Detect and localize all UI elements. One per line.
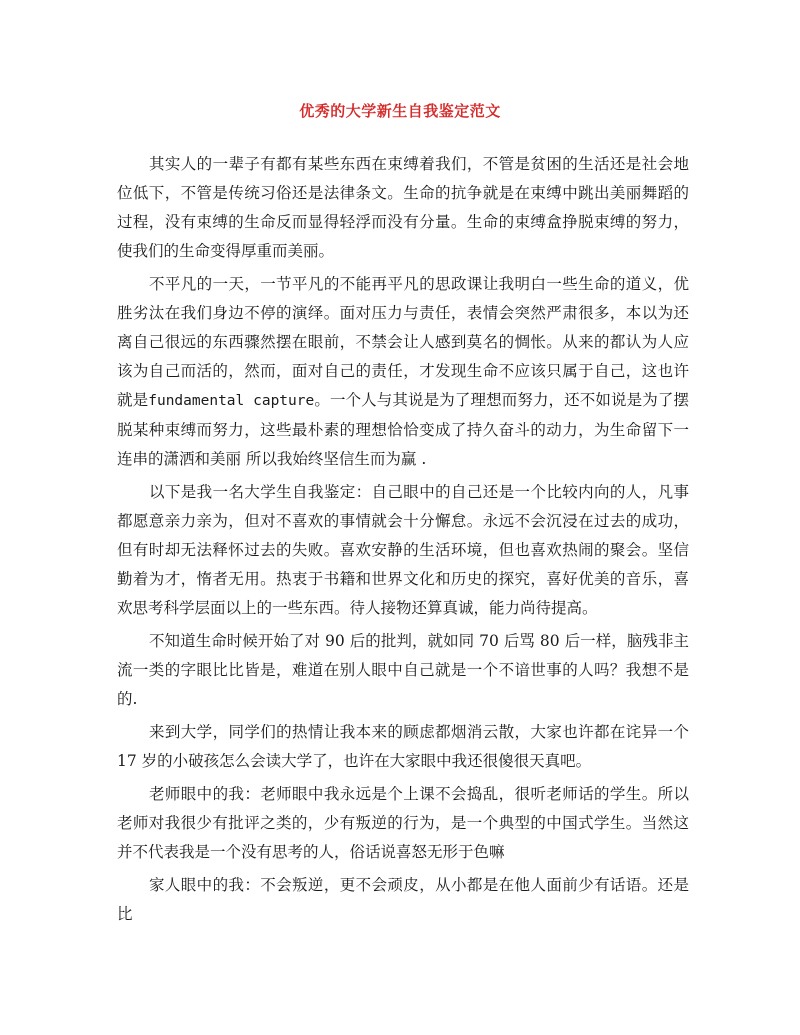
paragraph-1: 其实人的一辈子有都有某些东西在束缚着我们，不管是贫困的生活还是社会地位低下，不管是传统习俗还是法律条文。生命的抗争就是在束缚中跳出美丽舞蹈的过程，没有束缚的生命反而显得轻浮而没有分量。生命的束缚盒挣脱束缚的努力，使我们的生命变得厚重而美丽。 [117, 155, 689, 260]
paragraph-6: 老师眼中的我：老师眼中我永远是个上课不会捣乱，很听老师话的学生。所以老师对我很少有批评之类的，少有叛逆的行为，是一个典型的中国式学生。当然这并不代表我是一个没有思考的人，俗话说喜怒无形于色嘛 [117, 785, 689, 861]
english-phrase: fundamental capture [148, 393, 315, 409]
document-body [117, 150, 689, 929]
paragraph-2-part-1: 不平凡的一天，一节平凡的不能再平凡的思政课让我明白一些生命的道义，优胜劣汰在我们身边不停的演绎。面对压力与责任，表情会突然严肃很多，本以为还离自己很远的东西骤然摆在眼前，不禁会让人感到莫名的惆怅。从来的都认为人应该为自己而活的，然而，面对自己的责任，才发现生命不应该只属于自己，这也许就是 [117, 275, 689, 409]
paragraph-5: 来到大学，同学们的热情让我本来的顾虑都烟消云散，大家也许都在诧异一个 17 岁的小破孩怎么会读大学了，也许在大家眼中我还很傻很天真吧。 [117, 723, 689, 770]
paragraph-4: 不知道生命时候开始了对 90 后的批判，就如同 70 后骂 80 后一样，脑残非主流一类的字眼比比皆是，难道在别人眼中自己就是一个不谙世事的人吗？我想不是的. [117, 632, 689, 708]
paragraph-3: 以下是我一名大学生自我鉴定：自己眼中的自己还是一个比较内向的人，凡事都愿意亲力亲为，但对不喜欢的事情就会十分懈怠。永远不会沉浸在过去的成功，但有时却无法释怀过去的失败。喜欢安静的生活环境，但也喜欢热闹的聚会。坚信勤着为才，惰者无用。热衷于书籍和世界文化和历史的探究，喜好优美的音乐，喜欢思考科学层面以上的一些东西。待人接物还算真诚，能力尚待提高。 [117, 483, 689, 617]
paragraph-2-part-2: 。一个人与其说是为了理想而努力，还不如说是为了摆脱某种束缚而努力，这些最朴素的理想恰恰变成了持久奋斗的动力，为生命留下一连串的潇洒和美丽 所以我始终坚信生而为赢 . [117, 391, 689, 468]
paragraph-7: 家人眼中的我：不会叛逆，更不会顽皮，从小都是在他人面前少有话语。还是比 [117, 876, 689, 923]
paragraph-2 [117, 270, 689, 474]
document-title: 优秀的大学新生自我鉴定范文 [299, 102, 501, 120]
